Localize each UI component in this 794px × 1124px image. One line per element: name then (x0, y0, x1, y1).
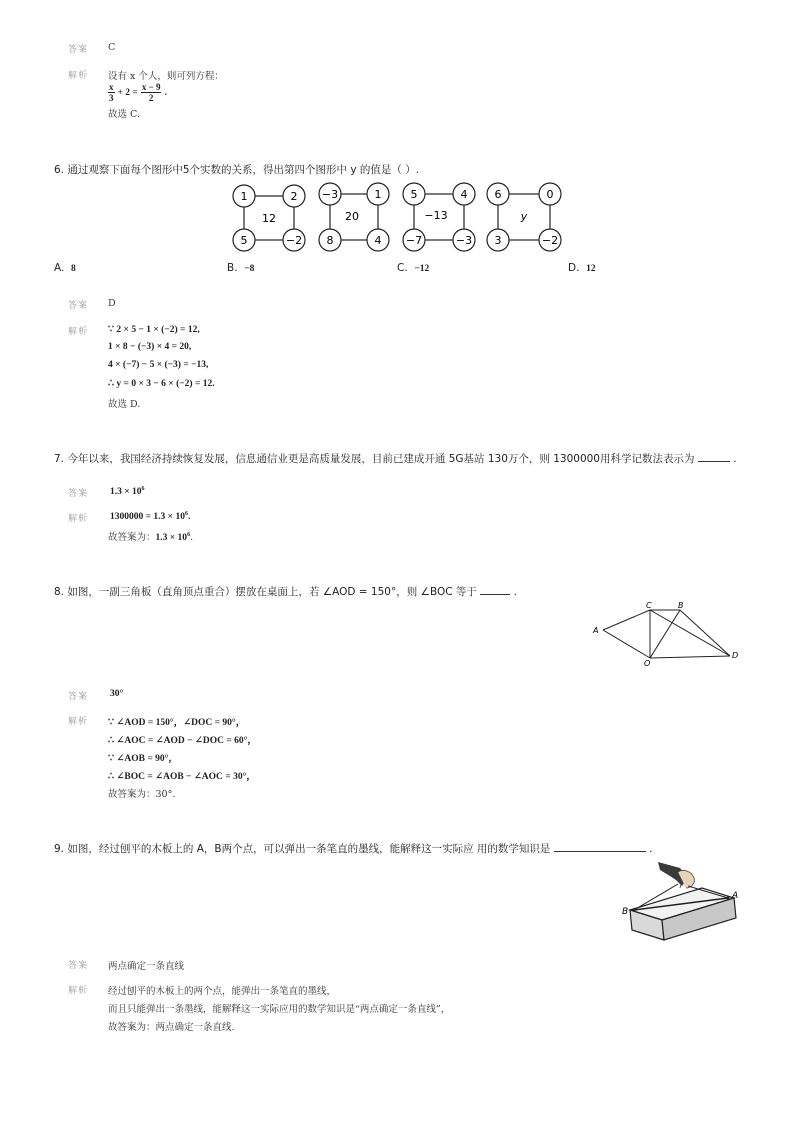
q8-label-b: B (678, 601, 684, 610)
q6-f3-center: −13 (424, 209, 448, 222)
q5-fraction-left: $\frac{x}{3}$ (109, 82, 114, 103)
answer-label: 答案 (68, 489, 89, 499)
q5-fraction-right: $\frac{x - 9}{2}$ (141, 82, 161, 103)
q8-question: 8. 如图，一副三角板（直角顶点重合）摆放在桌面上，若 ∠AOD = 150°，则 ∠BOC 等于 . (54, 586, 517, 598)
q7-solution-line2: 故答案为：$1.3 \times 10^6$. (108, 531, 194, 543)
analysis-label: 解析 (68, 71, 89, 81)
q6-option-d: D. 12 (568, 262, 596, 274)
q8-label-c: C (646, 601, 652, 610)
q6-figures (228, 180, 568, 256)
q6-figure-4 (487, 183, 561, 251)
analysis-label: 解析 (68, 327, 89, 337)
q8-label-d: D (732, 651, 739, 660)
q6-figure-3 (403, 183, 475, 251)
q6-f1-bl: 5 (240, 234, 248, 247)
q9-board-figure (618, 858, 746, 944)
analysis-label: 解析 (68, 986, 89, 996)
q8-blank (480, 584, 510, 595)
q6-figure-1 (233, 185, 305, 251)
q6-f4-bl: 3 (494, 234, 502, 247)
q9-solution-line: 而且只能弹出一条墨线，能解释这一实际应用的数学知识是“两点确定一条直线”， (108, 1004, 451, 1015)
q5-conclusion: 故选 C. (108, 109, 140, 120)
q8-label-a: A (593, 626, 599, 635)
q6-f3-bl: −7 (405, 234, 423, 247)
q9-solution-line: 故答案为：两点确定一条直线. (108, 1022, 235, 1033)
q6-solution-line: 4 × (−7) − 5 × (−3) = −13, (108, 360, 209, 370)
q6-f3-br: −3 (455, 234, 473, 247)
q8-label-o: O (644, 659, 651, 668)
q9-solution-line: 经过刨平的木板上的两个点，能弹出一条笔直的墨线， (108, 986, 337, 997)
q6-f1-center: 12 (262, 212, 276, 225)
q8-triangle-figure (590, 598, 740, 670)
q8-conclusion: 故答案为：30°. (108, 789, 176, 800)
q6-f2-tl: −3 (321, 188, 339, 201)
analysis-label: 解析 (68, 717, 89, 727)
q9-label-a: A (732, 891, 739, 901)
q6-solution-line: ∴ y = 0 × 3 − 6 × (−2) = 12. (108, 379, 215, 389)
answer-label: 答案 (68, 45, 89, 55)
analysis-label: 解析 (68, 514, 89, 524)
q8-solution-line: ∵ ∠AOB = 90°， (108, 754, 178, 764)
answer-label: 答案 (68, 961, 89, 971)
q6-f4-center: y (520, 210, 528, 223)
q6-f2-tr: 1 (374, 188, 382, 201)
q6-figure-2 (319, 183, 389, 251)
q6-option-c: C. −12 (397, 262, 430, 274)
q8-solution-line: ∴ ∠BOC = ∠AOB − ∠AOC = 30°， (108, 772, 256, 782)
q8-solution-line: ∴ ∠AOC = ∠AOD − ∠DOC = 60°， (108, 736, 257, 746)
q7-question: 7. 今年以来，我国经济持续恢复发展，信息通信业更是高质量发展，目前已建成开通 5G基站 130万个，则 1300000用科学记数法表示为 . (54, 453, 737, 465)
q7-answer: $1.3 \times 10^6$ (110, 486, 145, 498)
q9-blank (554, 841, 646, 852)
answer-label: 答案 (68, 692, 89, 702)
q9-question: 9. 如图，经过刨平的木板上的 A，B两个点，可以弹出一条笔直的墨线，能解释这一实际应 用的数学知识是 . (54, 843, 653, 855)
q5-answer: C (108, 42, 116, 53)
q6-f1-tr: 2 (290, 190, 298, 203)
q7-solution-line1: $1300000 = 1.3 \times 10^6$. (110, 511, 191, 523)
q6-f1-br: −2 (285, 234, 303, 247)
q6-answer: D (108, 298, 116, 309)
q6-f2-center: 20 (345, 210, 359, 223)
q6-f3-tl: 5 (410, 188, 418, 201)
q6-option-b: B. −8 (227, 262, 255, 274)
q6-solution-line: ∵ 2 × 5 − 1 × (−2) = 12, (108, 325, 200, 335)
q8-solution-line: ∵ ∠AOD = 150°，∠DOC = 90°， (108, 718, 246, 728)
q6-f4-tr: 0 (546, 188, 554, 201)
q5-eq-middle: + 2 = (117, 87, 138, 98)
q5-equation: $\frac{x}{3}$ + 2 = $\frac{x - 9}{2}$ . (109, 82, 167, 103)
hand-icon (658, 862, 694, 888)
answer-label: 答案 (68, 301, 89, 311)
q6-conclusion: 故选 D. (108, 399, 141, 410)
q6-f2-br: 4 (374, 234, 382, 247)
q9-answer: 两点确定一条直线 (108, 961, 185, 972)
q5-solution-line1: 设有 x 个人，则可列方程： (108, 71, 224, 82)
q6-f1-tl: 1 (240, 190, 248, 203)
q7-blank (698, 451, 730, 462)
q6-option-a: A. 8 (54, 262, 76, 274)
q6-f4-tl: 6 (494, 188, 502, 201)
q9-label-b: B (622, 907, 629, 917)
q8-answer: 30° (110, 689, 124, 699)
q6-question: 6. 通过观察下面每个图形中5个实数的关系，得出第四个图形中 y 的值是（ ）. (54, 164, 420, 176)
q6-f3-tr: 4 (460, 188, 468, 201)
q6-f4-br: −2 (541, 234, 559, 247)
q6-f2-bl: 8 (326, 234, 334, 247)
q6-solution-line: 1 × 8 − (−3) × 4 = 20, (108, 342, 192, 352)
